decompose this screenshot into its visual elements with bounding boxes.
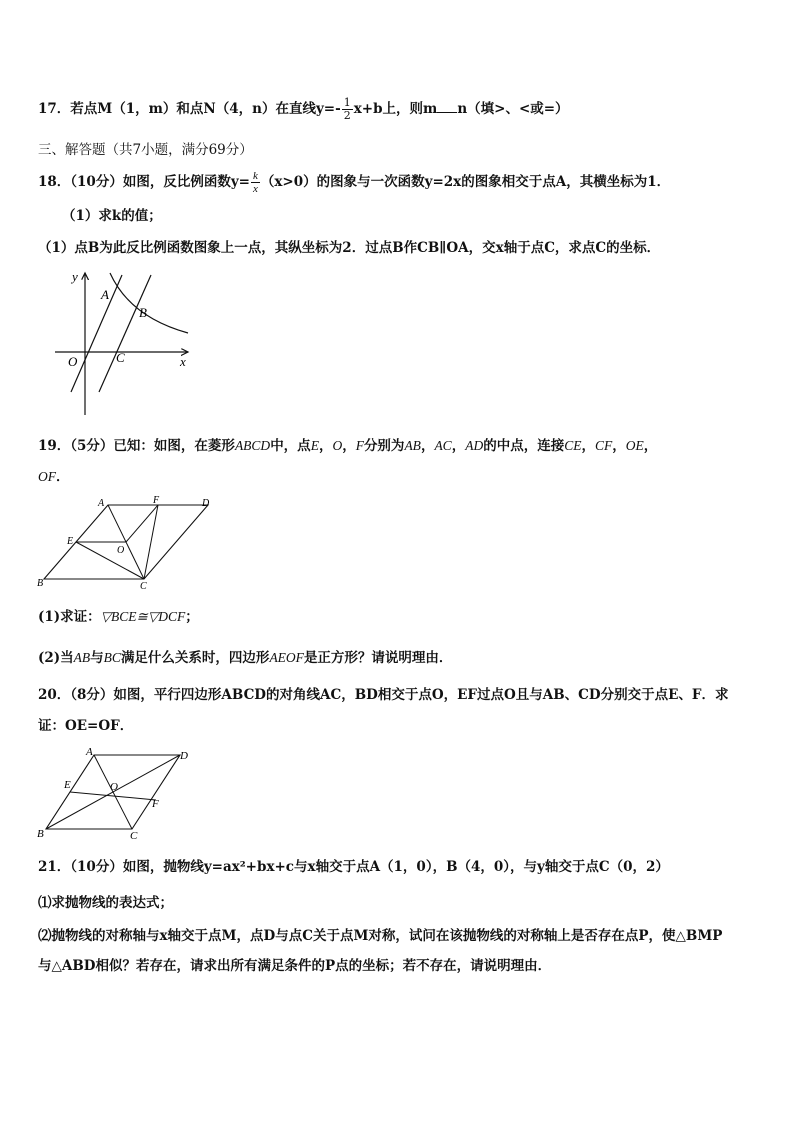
q18-sub1: （1）求k的值； (62, 208, 162, 224)
q21-sub2: ⑵抛物线的对称轴与x轴交于点M，点D与点C关于点M对称，试问在该抛物线的对称轴上是否存在点P，使△BMP (38, 928, 723, 944)
label-o: O (68, 354, 78, 369)
q20-text: 20．（8分）如图，平行四边形ABCD的对角线AC，BD相交于点O，EF过点O且与AB、CD分别交于点E、F．求 (38, 687, 729, 703)
q17-fraction: $\frac{1}{2}$ (343, 96, 351, 122)
q20-text-cont: 证：OE=OF． (38, 718, 134, 734)
label-b: B (37, 578, 44, 589)
label-f: F (152, 798, 159, 810)
label-a: A (101, 287, 109, 302)
seg-ce (76, 542, 144, 579)
seg-cf (144, 505, 158, 579)
q21-text: 21．（10分）如图，抛物线y=ax²+bx+c与x轴交于点A（1，0），B（4，0），与y轴交于点C（0，2） (38, 859, 669, 875)
line-oa (71, 275, 122, 392)
label-c: C (116, 350, 125, 365)
label-e: E (67, 536, 74, 547)
q18-sub2: （1）点B为此反比例函数图象上一点，其纵坐标为2．过点B作CB∥OA，交x轴于点C，求点C的坐标． (38, 240, 661, 256)
label-d: D (202, 498, 210, 509)
label-c: C (130, 830, 138, 842)
label-x: x (180, 354, 186, 369)
label-o: O (110, 781, 118, 793)
q17-blank (437, 100, 457, 113)
q18-figure (50, 265, 200, 417)
section-heading: 三、解答题（共7小题，满分69分） (38, 142, 253, 158)
q18-text: 18．（10分）如图，反比例函数y= $\frac{k}{x}$ （x>0）的图象与一次函数y=2x的图象相交于点A，其横坐标为1． (38, 170, 671, 195)
seg-of (126, 505, 158, 542)
q19-figure (34, 493, 220, 593)
label-d: D (180, 750, 188, 762)
q21-sub2-cont: 与△ABD相似？若存在，请求出所有满足条件的P点的坐标；若不存在，请说明理由． (38, 958, 552, 974)
q21-sub1: ⑴求抛物线的表达式； (38, 895, 173, 911)
q19-sub2: (2)当AB与BC满足什么关系时，四边形AEOF是正方形？请说明理由． (38, 650, 453, 666)
q19-text-cont: OF． (38, 469, 70, 485)
q19-text: 19．（5分）已知：如图，在菱形ABCD中，点E，O，F分别为AB，AC，AD的中点，连接CE，CF，OE， (38, 438, 658, 454)
q17-text: 17．若点M（1，m）和点N（4，n）在直线y=- $\frac{1}{2}$ x+b上，则m n（填>、<或=） (38, 96, 569, 122)
label-c: C (140, 581, 147, 592)
seg-ef (70, 792, 156, 800)
label-o: O (117, 545, 125, 556)
label-a: A (98, 498, 105, 509)
q19-sub1: (1)求证：▽BCE≅▽DCF； (38, 609, 199, 625)
label-f: F (153, 495, 160, 506)
q18-fraction: $\frac{k}{x}$ (252, 170, 258, 195)
label-y: y (72, 269, 78, 284)
label-b: B (37, 828, 44, 840)
label-a: A (86, 746, 93, 758)
label-e: E (64, 779, 71, 791)
label-b: B (139, 305, 147, 320)
q20-figure (34, 743, 196, 843)
hyperbola (110, 273, 188, 333)
